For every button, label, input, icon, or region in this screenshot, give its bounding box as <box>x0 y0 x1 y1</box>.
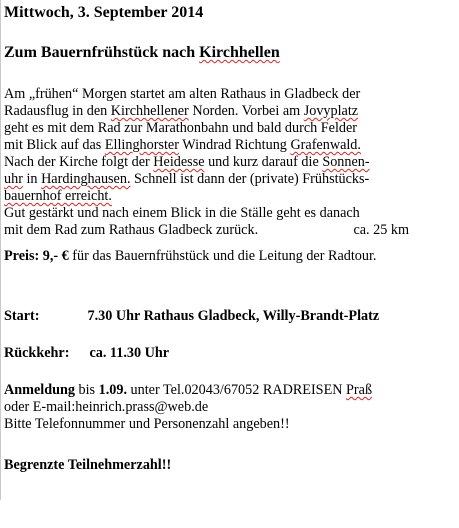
start-line <box>4 308 379 325</box>
title-place: Kirchhellen <box>199 44 280 61</box>
spellcheck-word: Heidesse <box>153 154 205 170</box>
body-text: mit Blick auf das <box>4 137 105 153</box>
body-text: Schnell ist dann der (private) Frühstücks- <box>130 171 370 187</box>
return-line <box>4 345 169 362</box>
spellcheck-word: Jovyplatz <box>303 103 359 119</box>
registration-by: bis <box>74 382 99 398</box>
body-text: Nach der Kirche folgt der <box>4 154 154 170</box>
participant-limit: Begrenzte Teilnehmerzahl!! <box>4 457 172 473</box>
event-date: Mittwoch, 3. September 2014 <box>4 4 204 21</box>
registration-line <box>4 382 372 399</box>
spellcheck-word: Sonnen- <box>322 154 370 170</box>
body-line: Am „frühen“ Morgen startet am alten Rathaus in Gladbeck der <box>4 86 361 102</box>
body-line <box>4 188 420 205</box>
description-paragraph <box>4 86 420 239</box>
body-line <box>4 222 409 239</box>
registration-date: 1.09. <box>98 382 127 398</box>
price-label: Preis: 9,- € <box>4 248 69 264</box>
spellcheck-word: Grafenwald. <box>290 137 361 153</box>
body-text: in <box>22 171 42 187</box>
body-line <box>4 171 420 188</box>
body-text: Windrad Richtung <box>178 137 291 153</box>
spellcheck-word: Kirchhellener <box>110 103 189 119</box>
title-prefix: Zum Bauernfrühstück nach <box>4 44 200 61</box>
body-text: mit dem Rad zum Rathaus Gladbeck zurück. <box>4 222 259 238</box>
registration-phone: unter Tel.02043/67052 RADREISEN <box>127 382 347 398</box>
spellcheck-word: bauernhof erreicht. <box>4 188 112 204</box>
return-label: Rückkehr: <box>4 345 70 361</box>
body-line: Gut gestärkt und nach einem Blick in die Ställe geht es danach <box>4 205 360 221</box>
price-text: für das Bauernfrühstück und die Leitung der Radtour. <box>68 248 377 264</box>
start-label: Start: <box>4 308 40 324</box>
start-value: 7.30 Uhr Rathaus Gladbeck, Willy-Brandt-Platz <box>87 308 380 324</box>
email-line: oder E-mail:heinrich.prass@web.de <box>4 399 209 415</box>
spellcheck-word: Ellinghorster <box>104 137 179 153</box>
body-line: geht es mit dem Rad zur Marathonbahn und bald durch Felder <box>4 120 358 136</box>
body-line <box>4 137 420 154</box>
return-value: ca. 11.30 Uhr <box>89 345 170 361</box>
registration-name: Praß <box>346 382 373 398</box>
registration-note: Bitte Telefonnummer und Personenzahl angeben!! <box>4 416 290 432</box>
body-line <box>4 103 420 120</box>
page-margin-line <box>0 0 1 500</box>
body-line <box>4 154 420 171</box>
body-text: Radausflug in den <box>4 103 111 119</box>
spellcheck-word: uhr <box>4 171 23 187</box>
spellcheck-word: Hardinghausen. <box>41 171 131 187</box>
page-title <box>4 43 280 62</box>
body-text: und kurz darauf die <box>204 154 323 170</box>
price-line <box>4 248 376 265</box>
distance-text: ca. 25 km <box>353 222 409 238</box>
registration-label: Anmeldung <box>4 382 75 398</box>
body-text: Norden. Vorbei am <box>188 103 304 119</box>
